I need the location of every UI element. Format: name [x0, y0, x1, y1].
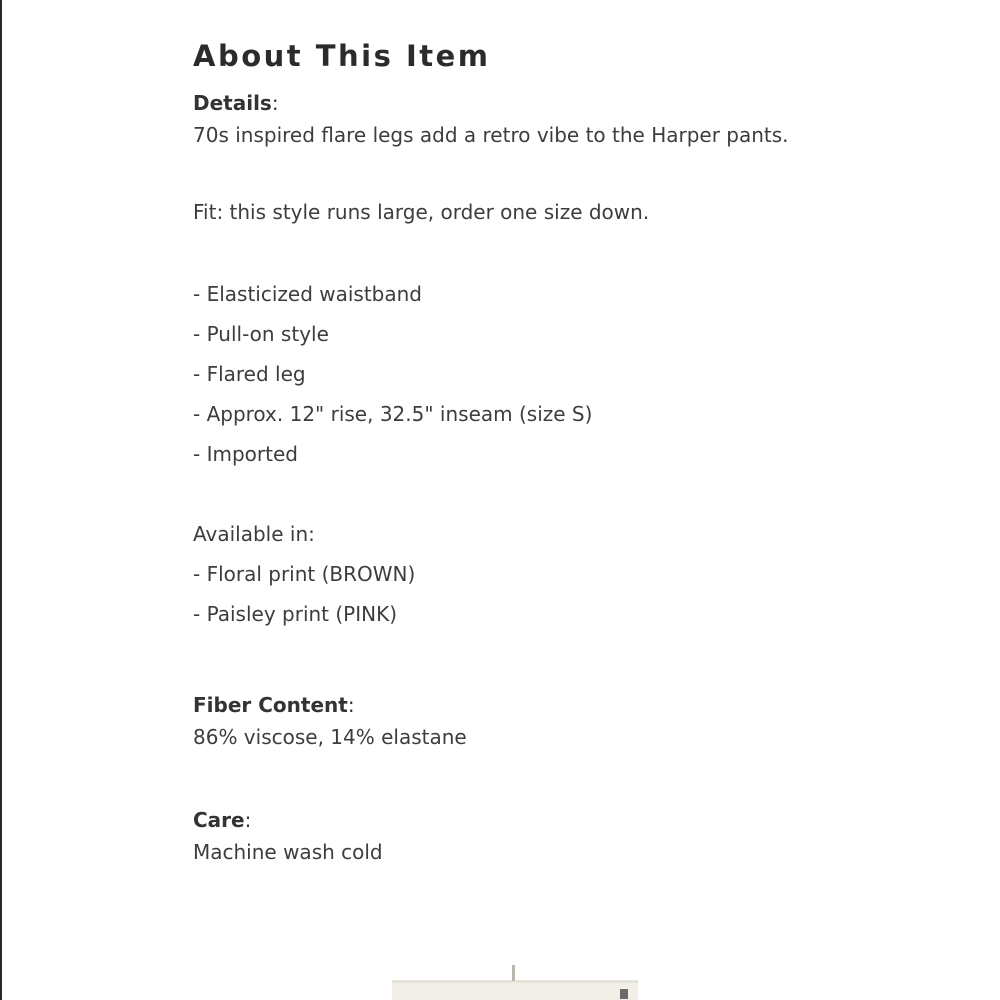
item-description [193, 36, 953, 867]
feature-item: - Elasticized waistband [193, 282, 423, 306]
care-label-colon: : [244, 808, 252, 832]
fiber-content-label-colon: : [347, 693, 355, 717]
care-label [193, 807, 953, 837]
fiber-content-value: 86% viscose, 14% elastane [193, 725, 467, 749]
feature-item: - Flared leg [193, 362, 306, 386]
details-description: 70s inspired flare legs add a retro vibe to the Harper pants. [193, 123, 789, 147]
fit-note: Fit: this style runs large, order one size down. [193, 200, 650, 224]
label-tag-icon [620, 989, 628, 999]
care-value: Machine wash cold [193, 840, 383, 864]
available-option: - Paisley print (PINK) [193, 602, 398, 626]
fiber-content-label [193, 692, 953, 722]
available-label: Available in: [193, 522, 315, 546]
details-label-colon: : [271, 91, 279, 115]
care-label-text: Care [193, 808, 245, 832]
details-label [193, 90, 953, 120]
details-label-text: Details [193, 91, 272, 115]
product-image-peek [392, 980, 638, 1000]
available-option: - Floral print (BROWN) [193, 562, 416, 586]
hanger-hook-icon [512, 965, 515, 981]
feature-item: - Imported [193, 442, 298, 466]
fiber-content-label-text: Fiber Content [193, 693, 348, 717]
feature-item: - Pull-on style [193, 322, 329, 346]
page-title: About This Item [193, 39, 491, 73]
feature-item: - Approx. 12" rise, 32.5" inseam (size S) [193, 402, 593, 426]
page-left-border [0, 0, 2, 1000]
